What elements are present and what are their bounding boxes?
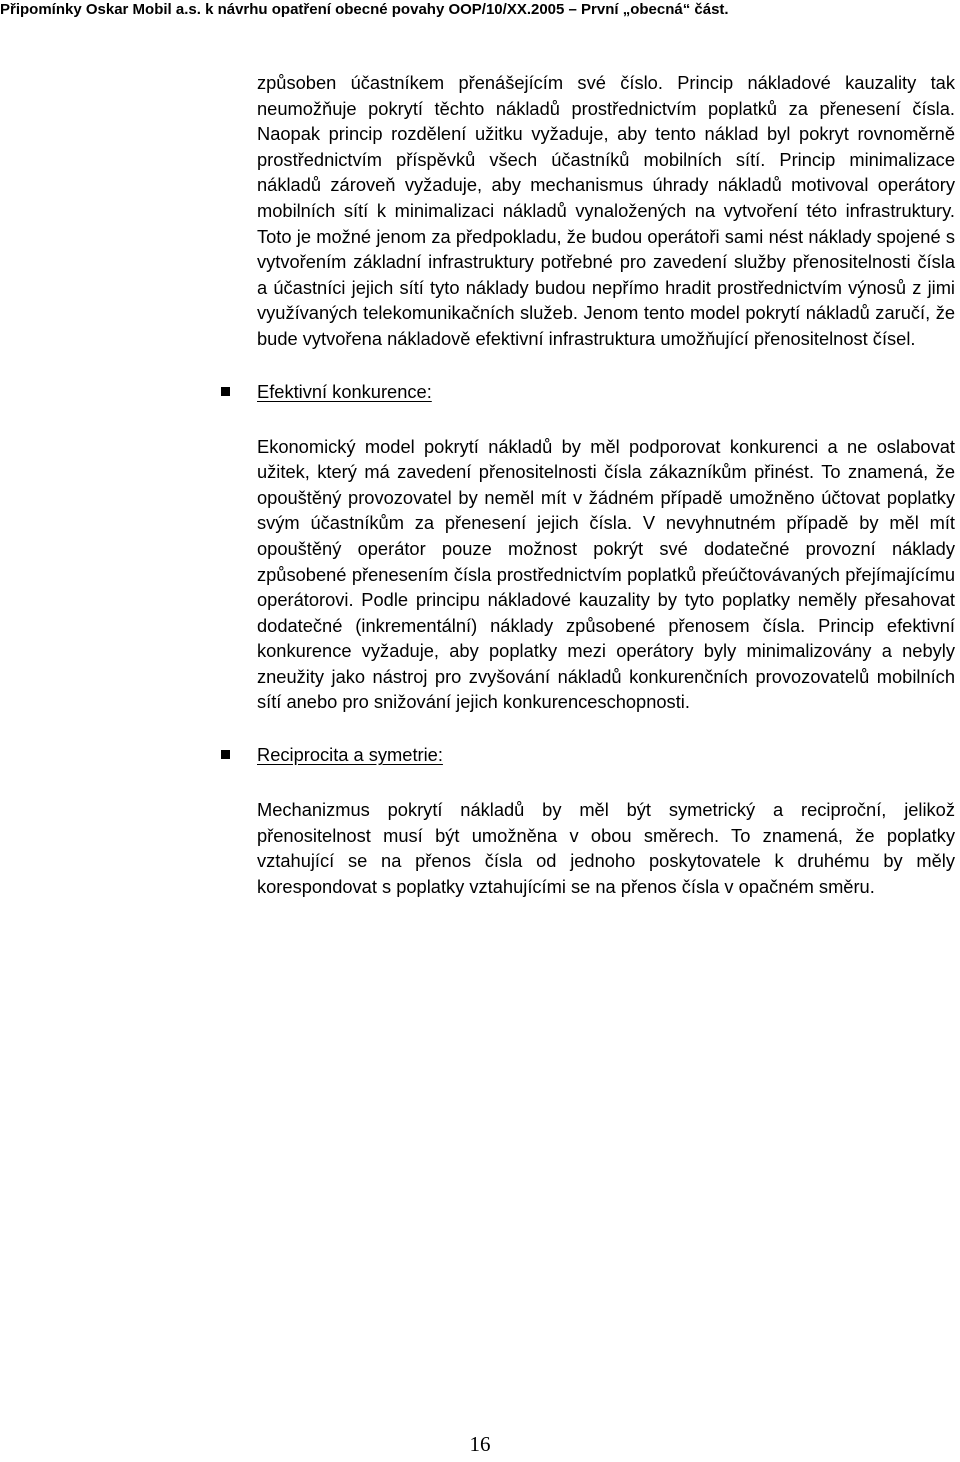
section-heading-row: [257, 379, 955, 405]
intro-paragraph: způsoben účastníkem přenášejícím své číslo. Princip nákladové kauzality tak neumožňuje pokrytí těchto nákladů prostřednictvím poplatků za přenesení čísla. Naopak princip rozdělení užitku vyžaduje, aby tento náklad byl pokryt rovnoměrně prostřednictvím příspěvků všech účastníků mobilních sítí. Princip minimalizace nákladů zároveň vyžaduje, aby mechanismus úhrady nákladů motivoval operátory mobilních sítí k minimalizaci nákladů vynaložených na vytvoření této infrastruktury. Toto je možné jenom za předpokladu, že budou operátoři sami nést náklady spojené s vytvořením základní infrastruktury potřebné pro zavedení služby přenositelnosti čísla a účastníci jejich sítí tyto náklady budou nepřímo hradit prostřednictvím výnosů z jimi využívaných telekomunikačních služeb. Jenom tento model pokrytí nákladů zaručí, že bude vytvořena nákladově efektivní infrastruktura umožňující přenositelnost čísel.: [257, 72, 955, 349]
section-heading-row: [257, 742, 955, 768]
square-bullet-icon: [221, 750, 230, 759]
section-paragraph: Mechanizmus pokrytí nákladů by měl být symetrický a reciproční, jelikož přenositelnost musí být umožněna v obou směrech. To znamená, že poplatky vztahující se na přenos čísla od jednoho poskytovatele k druhému by měly korespondovat s poplatky vztahujícími se na přenos čísla v opačném směru.: [257, 799, 955, 897]
section-paragraph: Ekonomický model pokrytí nákladů by měl podporovat konkurenci a ne oslabovat užitek, který má zavedení přenositelnosti čísla zákazníkům přinést. To znamená, že opouštěný provozovatel by neměl mít v žádném případě umožněno účtovat poplatky svým účastníkům za přenesení jejich čísla. V nevyhnutném případě by měl mít opouštěný operátor pouze možnost pokrýt své dodatečné provozní náklady způsobené přenesením čísla prostřednictvím poplatků přeúčtovávaných přejímajícímu operátorovi. Podle principu nákladové kauzality by tyto poplatky neměly přesahovat dodatečné (inkrementální) náklady způsobené přenosem čísla. Princip efektivní konkurence vyžaduje, aby poplatky mezi operátory byly minimalizovány a nebyly zneužity jako nástroj pro zvyšování nákladů konkurenčních provozovatelů mobilních sítí anebo pro snižování jejich konkurenceschopnosti.: [257, 435, 955, 713]
section-heading: Reciprocita a symetrie:: [257, 744, 443, 766]
section-heading: Efektivní konkurence:: [257, 380, 432, 402]
square-bullet-icon: [221, 387, 230, 396]
document-header: Připomínky Oskar Mobil a.s. k návrhu opatření obecné povahy OOP/10/XX.2005 – První „obecná“ část.: [0, 1, 729, 18]
section-efektivni-konkurence: [257, 379, 955, 716]
document-body: [257, 70, 955, 899]
section-reciprocita-a-symetrie: [257, 742, 955, 899]
page-number: 16: [469, 1432, 491, 1456]
